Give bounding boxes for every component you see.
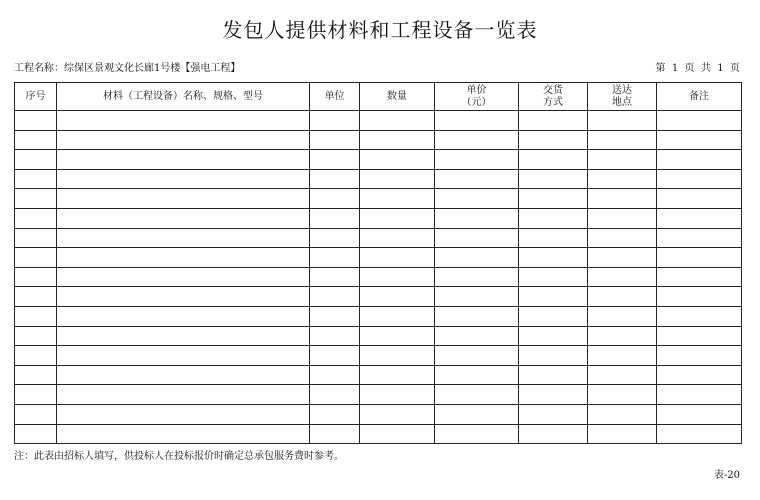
cell-seq — [15, 326, 57, 346]
cell-quantity — [360, 365, 435, 385]
cell-seq — [15, 208, 57, 228]
cell-remarks — [657, 228, 742, 248]
cell-quantity — [360, 404, 435, 424]
table-row — [15, 169, 742, 189]
cell-unit — [310, 385, 360, 405]
table-row — [15, 267, 742, 287]
page-indicator: 第 1 页 共 1 页 — [655, 63, 740, 74]
cell-delivery-method — [519, 248, 588, 268]
cell-remarks — [657, 385, 742, 405]
cell-unit — [310, 287, 360, 307]
cell-delivery-place — [588, 306, 657, 326]
cell-delivery-place — [588, 424, 657, 444]
cell-seq — [15, 248, 57, 268]
table-body — [15, 111, 742, 444]
cell-material — [57, 208, 310, 228]
table-row — [15, 346, 742, 366]
cell-unit-price — [435, 326, 519, 346]
cell-remarks — [657, 404, 742, 424]
header-unit-price — [435, 83, 519, 111]
cell-delivery-place — [588, 208, 657, 228]
cell-remarks — [657, 287, 742, 307]
cell-unit-price — [435, 424, 519, 444]
cell-delivery-place — [588, 228, 657, 248]
header-quantity: 数量 — [360, 83, 435, 111]
cell-delivery-method — [519, 346, 588, 366]
cell-delivery-method — [519, 150, 588, 170]
cell-delivery-method — [519, 208, 588, 228]
cell-unit-price — [435, 130, 519, 150]
footnote: 注：此表由招标人填写，供投标人在投标报价时确定总承包服务费时参考。 — [14, 451, 344, 462]
table-row — [15, 228, 742, 248]
cell-delivery-method — [519, 385, 588, 405]
cell-delivery-place — [588, 404, 657, 424]
cell-material — [57, 267, 310, 287]
cell-delivery-method — [519, 365, 588, 385]
cell-seq — [15, 385, 57, 405]
cell-delivery-place — [588, 248, 657, 268]
cell-unit — [310, 365, 360, 385]
table-row — [15, 130, 742, 150]
table-row — [15, 385, 742, 405]
cell-remarks — [657, 169, 742, 189]
cell-unit — [310, 189, 360, 209]
cell-quantity — [360, 189, 435, 209]
cell-remarks — [657, 424, 742, 444]
cell-quantity — [360, 306, 435, 326]
cell-unit — [310, 346, 360, 366]
cell-unit-price — [435, 287, 519, 307]
cell-delivery-place — [588, 326, 657, 346]
cell-material — [57, 404, 310, 424]
cell-unit — [310, 169, 360, 189]
cell-material — [57, 306, 310, 326]
cell-delivery-place — [588, 169, 657, 189]
cell-remarks — [657, 267, 742, 287]
cell-quantity — [360, 248, 435, 268]
cell-unit-price — [435, 169, 519, 189]
cell-quantity — [360, 267, 435, 287]
cell-seq — [15, 287, 57, 307]
form-code: 表-20 — [713, 470, 740, 481]
project-name: 工程名称：综保区景观文化长廊1号楼【强电工程】 — [14, 63, 241, 74]
cell-delivery-place — [588, 267, 657, 287]
cell-remarks — [657, 365, 742, 385]
cell-material — [57, 150, 310, 170]
cell-delivery-place — [588, 111, 657, 131]
cell-material — [57, 287, 310, 307]
cell-seq — [15, 111, 57, 131]
cell-seq — [15, 365, 57, 385]
cell-remarks — [657, 208, 742, 228]
header-seq: 序号 — [15, 83, 57, 111]
cell-unit-price — [435, 150, 519, 170]
table-row — [15, 404, 742, 424]
table-row — [15, 365, 742, 385]
cell-quantity — [360, 150, 435, 170]
cell-remarks — [657, 130, 742, 150]
cell-remarks — [657, 189, 742, 209]
cell-material — [57, 326, 310, 346]
cell-delivery-method — [519, 130, 588, 150]
cell-delivery-method — [519, 267, 588, 287]
cell-unit-price — [435, 208, 519, 228]
table-row — [15, 306, 742, 326]
cell-delivery-method — [519, 111, 588, 131]
table-row — [15, 248, 742, 268]
cell-material — [57, 248, 310, 268]
cell-material — [57, 346, 310, 366]
cell-unit — [310, 424, 360, 444]
cell-unit-price — [435, 189, 519, 209]
cell-delivery-method — [519, 404, 588, 424]
cell-material — [57, 169, 310, 189]
cell-seq — [15, 306, 57, 326]
cell-seq — [15, 169, 57, 189]
cell-unit-price — [435, 404, 519, 424]
cell-remarks — [657, 111, 742, 131]
cell-unit-price — [435, 248, 519, 268]
cell-material — [57, 189, 310, 209]
cell-delivery-method — [519, 306, 588, 326]
header-delivery-method — [519, 83, 588, 111]
cell-quantity — [360, 424, 435, 444]
cell-unit-price — [435, 228, 519, 248]
cell-quantity — [360, 228, 435, 248]
table-row — [15, 111, 742, 131]
cell-delivery-place — [588, 287, 657, 307]
cell-remarks — [657, 150, 742, 170]
header-delivery-place — [588, 83, 657, 111]
table-header-row — [15, 83, 742, 111]
header-material: 材料（工程设备）名称、规格、型号 — [57, 83, 310, 111]
cell-unit-price — [435, 267, 519, 287]
cell-remarks — [657, 346, 742, 366]
cell-remarks — [657, 248, 742, 268]
table-row — [15, 189, 742, 209]
document-title: 发包人提供材料和工程设备一览表 — [222, 18, 538, 42]
cell-delivery-method — [519, 424, 588, 444]
cell-quantity — [360, 346, 435, 366]
cell-material — [57, 111, 310, 131]
table-row — [15, 424, 742, 444]
cell-delivery-place — [588, 150, 657, 170]
cell-unit — [310, 150, 360, 170]
cell-unit-price — [435, 365, 519, 385]
cell-delivery-place — [588, 385, 657, 405]
cell-quantity — [360, 111, 435, 131]
header-delivery-line1: 交货 — [543, 84, 563, 96]
cell-seq — [15, 228, 57, 248]
cell-material — [57, 130, 310, 150]
cell-unit — [310, 267, 360, 287]
cell-seq — [15, 346, 57, 366]
table-row — [15, 287, 742, 307]
cell-delivery-method — [519, 189, 588, 209]
cell-unit — [310, 208, 360, 228]
header-unit-price-line1: 单价 — [466, 84, 487, 96]
cell-delivery-method — [519, 326, 588, 346]
cell-delivery-method — [519, 169, 588, 189]
cell-delivery-place — [588, 189, 657, 209]
cell-unit — [310, 404, 360, 424]
cell-seq — [15, 150, 57, 170]
cell-unit-price — [435, 385, 519, 405]
cell-quantity — [360, 287, 435, 307]
cell-seq — [15, 130, 57, 150]
cell-remarks — [657, 326, 742, 346]
header-place-line1: 送达 — [612, 84, 632, 96]
cell-quantity — [360, 169, 435, 189]
cell-material — [57, 228, 310, 248]
header-remarks: 备注 — [657, 83, 742, 111]
cell-unit-price — [435, 306, 519, 326]
header-delivery-line2: 方式 — [543, 96, 563, 108]
cell-unit — [310, 248, 360, 268]
cell-seq — [15, 424, 57, 444]
table-row — [15, 150, 742, 170]
cell-material — [57, 365, 310, 385]
cell-delivery-method — [519, 228, 588, 248]
cell-unit-price — [435, 346, 519, 366]
cell-material — [57, 424, 310, 444]
cell-seq — [15, 267, 57, 287]
table-row — [15, 326, 742, 346]
header-unit: 单位 — [310, 83, 360, 111]
cell-quantity — [360, 130, 435, 150]
cell-material — [57, 385, 310, 405]
materials-table — [14, 82, 742, 444]
cell-unit — [310, 306, 360, 326]
cell-remarks — [657, 306, 742, 326]
cell-unit — [310, 111, 360, 131]
cell-delivery-place — [588, 130, 657, 150]
cell-seq — [15, 189, 57, 209]
cell-quantity — [360, 385, 435, 405]
header-unit-price-line2: （元） — [461, 96, 492, 108]
cell-unit — [310, 228, 360, 248]
cell-delivery-place — [588, 365, 657, 385]
cell-quantity — [360, 326, 435, 346]
cell-unit — [310, 130, 360, 150]
header-place-line2: 地点 — [612, 96, 632, 108]
cell-quantity — [360, 208, 435, 228]
cell-delivery-method — [519, 287, 588, 307]
cell-unit — [310, 326, 360, 346]
cell-seq — [15, 404, 57, 424]
cell-delivery-place — [588, 346, 657, 366]
table-row — [15, 208, 742, 228]
cell-unit-price — [435, 111, 519, 131]
